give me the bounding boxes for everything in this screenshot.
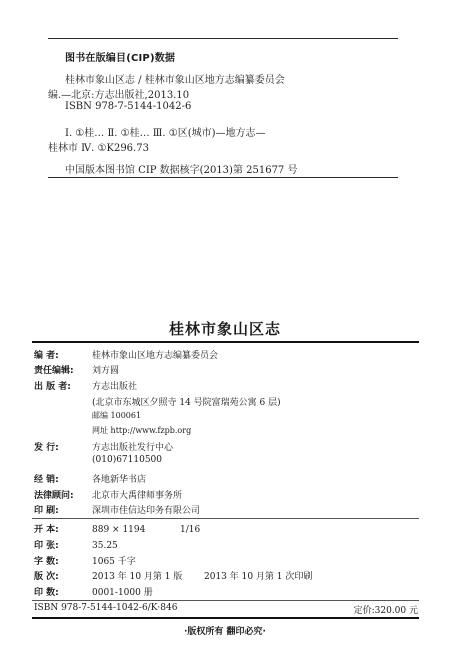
sheets-value: 35.25	[92, 541, 118, 551]
editor-value: 桂林市象山区地方志编纂委员会	[92, 351, 219, 361]
edition-row	[34, 569, 312, 582]
seller-value: 各地新华书店	[92, 475, 147, 485]
word-count-label: 字 数:	[34, 557, 59, 567]
publisher-address: (北京市东城区夕照寺 14 号院富瑞苑公寓 6 层)	[92, 398, 281, 408]
cip-heading: 图书在版编目(CIP)数据	[65, 53, 176, 64]
colophon-top-rule	[32, 341, 419, 343]
edition-extra: 2013 年 10 月第 1 次印刷	[204, 572, 313, 582]
format-extra: 1/16	[180, 525, 201, 535]
spec-top-rule	[32, 518, 419, 519]
printer-row	[34, 503, 200, 516]
print-run-row	[34, 585, 153, 598]
format-label: 开 本:	[34, 525, 59, 535]
cip-line-1: 桂林市象山区志 / 桂林市象山区地方志编纂委员会	[65, 75, 285, 86]
edition-label: 版 次:	[34, 572, 59, 582]
isbn-bottom-rule	[32, 617, 419, 619]
distributor-value: 方志出版社发行中心	[92, 443, 174, 453]
printer-value: 深圳市佳信达印务有限公司	[92, 506, 201, 516]
publisher-row	[34, 379, 137, 392]
isbn-text: ISBN 978-7-5144-1042-6/K·846	[34, 603, 178, 613]
publisher-postcode: 邮编 100061	[92, 411, 142, 420]
distributor-label: 发 行:	[34, 443, 59, 453]
sheets-label: 印 张:	[34, 541, 59, 551]
editor-label: 编 者:	[34, 351, 59, 361]
responsible-editor-row	[34, 363, 119, 376]
legal-advisor-row	[34, 488, 182, 501]
cip-top-rule	[48, 38, 398, 39]
publisher-label: 出 版 者:	[34, 382, 71, 392]
print-run-value: 0001-1000 册	[92, 588, 153, 598]
word-count-row	[34, 554, 136, 567]
seller-label: 经 销:	[34, 475, 59, 485]
cip-line-4: Ⅰ. ①桂… Ⅱ. ①桂… Ⅲ. ①区(城市)—地方志—	[65, 128, 266, 139]
distributor-phone: (010)67110500	[92, 455, 163, 465]
price-text: 定价:320.00 元	[353, 606, 418, 616]
cip-line-2: 编.—北京:方志出版社,2013.10	[48, 90, 190, 101]
printer-label: 印 刷:	[34, 506, 59, 516]
format-row	[34, 522, 200, 535]
legal-advisor-label: 法律顾问:	[34, 491, 74, 501]
publisher-website: 网址 http://www.fzpb.org	[92, 426, 192, 435]
print-run-label: 印 数:	[34, 588, 59, 598]
edition-value: 2013 年 10 月第 1 版	[92, 572, 183, 582]
publisher-value: 方志出版社	[92, 382, 138, 392]
cip-line-3: ISBN 978-7-5144-1042-6	[65, 101, 192, 112]
cip-bottom-rule	[48, 177, 398, 178]
rights-notice: ·版权所有 翻印必究·	[184, 627, 266, 637]
editor-row	[34, 348, 218, 361]
word-count-value: 1065 千字	[92, 557, 136, 567]
distributor-row	[34, 440, 173, 453]
isbn-top-rule	[32, 600, 419, 601]
book-title: 桂林市象山区志	[168, 320, 281, 338]
seller-row	[34, 472, 146, 485]
cip-line-5: 桂林市 Ⅳ. ①K296.73	[48, 143, 149, 154]
cip-line-6: 中国版本图书馆 CIP 数据核字(2013)第 251677 号	[65, 165, 298, 176]
responsible-editor-value: 刘方圆	[92, 366, 120, 376]
responsible-editor-label: 责任编辑:	[34, 366, 74, 376]
sheets-row	[34, 538, 118, 551]
legal-advisor-value: 北京市大禹律师事务所	[92, 491, 183, 501]
format-value: 889 × 1194	[92, 525, 146, 535]
